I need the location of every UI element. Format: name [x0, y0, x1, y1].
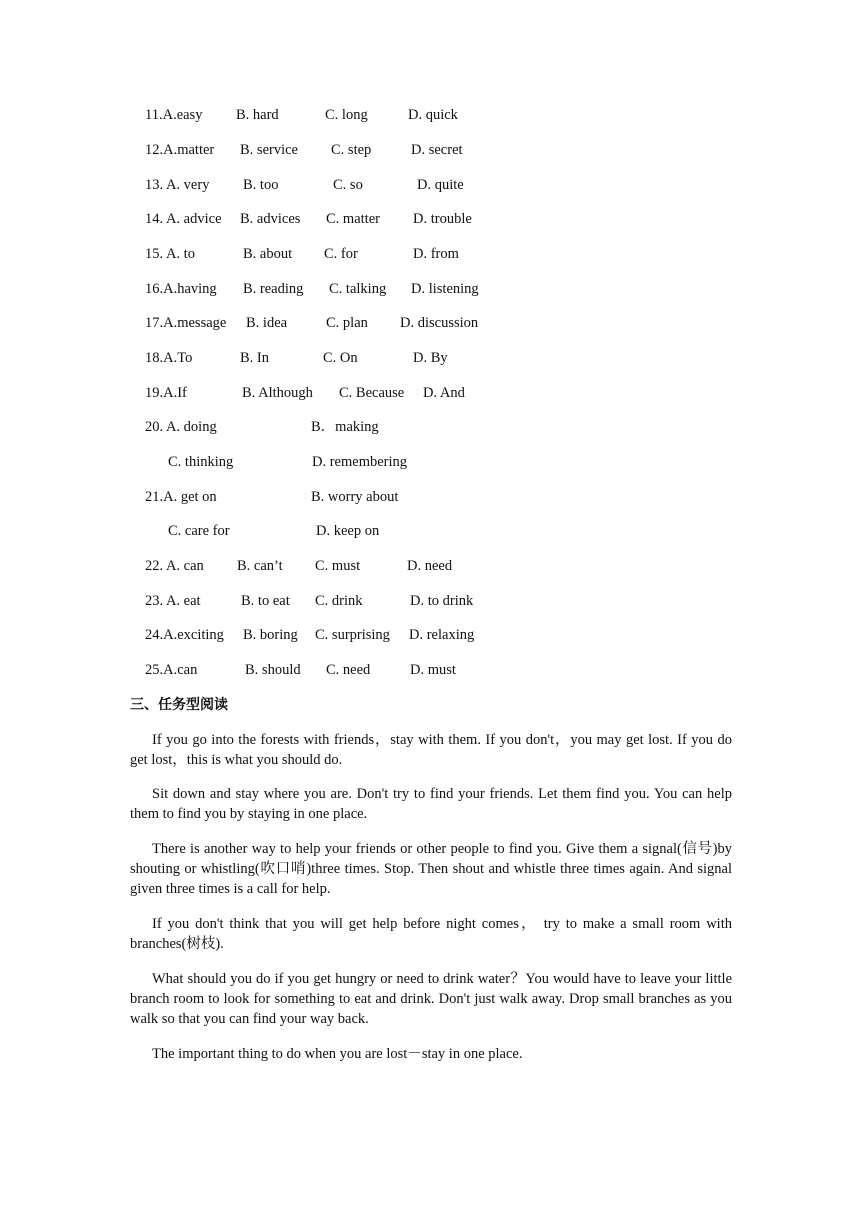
option-a-text: A.exciting: [163, 627, 224, 643]
option-a: [145, 244, 195, 264]
option-a: [145, 348, 192, 368]
option-b: B. worry about: [311, 489, 399, 505]
option-c: C. drink: [315, 593, 363, 609]
option-c: C. Because: [339, 385, 405, 401]
question-number: 12.: [145, 142, 164, 158]
option-d: D. trouble: [413, 211, 472, 227]
option-b: B. hard: [236, 107, 279, 123]
question-number: 23.: [145, 593, 166, 609]
question-number: 21.: [145, 489, 164, 505]
option-a-text: A.having: [163, 281, 217, 297]
option-c: C. long: [325, 107, 368, 123]
option-a-text: A.To: [163, 350, 193, 366]
passage-paragraph-3: There is another way to help your friends or other people to find you. Give them a signal(信号)by shouting or whistling(吹口哨)three times. Stop. Then shout and whistle three times again. And signal given three times is a call for help.: [130, 841, 732, 897]
option-b: B. too: [243, 177, 279, 193]
option-c: C. matter: [326, 211, 380, 227]
option-a-text: A. to: [165, 246, 195, 262]
option-c: C. surprising: [315, 627, 390, 643]
option-a: [145, 417, 217, 437]
question-number: 14.: [145, 211, 166, 227]
question-number: 16.: [145, 281, 164, 297]
option-d: D. need: [407, 558, 453, 574]
option-c: C. must: [315, 558, 361, 574]
option-d: D. quick: [408, 107, 458, 123]
option-a-text: A.easy: [162, 107, 203, 123]
option-a: [145, 175, 209, 195]
option-d: D. By: [413, 350, 448, 366]
passage-paragraph-1: If you go into the forests with friends，stay with them. If you don't，you may get lost. If you do get lost，this is what you should do.: [130, 732, 732, 768]
option-a-text: A. doing: [165, 419, 217, 435]
option-b: B. to eat: [241, 593, 290, 609]
option-d: D. And: [423, 385, 465, 401]
option-d: D. must: [410, 662, 456, 678]
passage-paragraph-6: The important thing to do when you are lost－stay in one place.: [152, 1046, 523, 1062]
section-title: 三、任务型阅读: [130, 697, 228, 713]
option-d: D. to drink: [410, 593, 474, 609]
option-a-text: A. advice: [165, 211, 222, 227]
option-b: B. advices: [240, 211, 301, 227]
option-a-text: A.If: [163, 385, 187, 401]
option-c: C. On: [323, 350, 358, 366]
option-b: B. Although: [242, 385, 313, 401]
option-c: C. need: [326, 662, 371, 678]
option-a: [145, 591, 201, 611]
option-b: B．making: [311, 419, 379, 435]
option-b: B. boring: [243, 627, 298, 643]
option-c: C. for: [324, 246, 358, 262]
option-a: [145, 209, 222, 229]
option-d: D. from: [413, 246, 459, 262]
option-a-text: A.message: [163, 315, 227, 331]
option-c: C. so: [333, 177, 363, 193]
option-a: [145, 487, 217, 507]
option-a-text: A. very: [165, 177, 210, 193]
question-number: 17.: [145, 315, 164, 331]
option-c: C. thinking: [168, 454, 234, 470]
option-c: C. care for: [168, 523, 230, 539]
option-a-text: A.matter: [163, 142, 215, 158]
option-d: D. listening: [411, 281, 479, 297]
option-b: B. idea: [246, 315, 288, 331]
option-c: C. step: [331, 142, 372, 158]
option-a: [145, 625, 224, 645]
option-d: D. discussion: [400, 315, 479, 331]
option-d: D. keep on: [316, 523, 380, 539]
option-b: B. service: [240, 142, 298, 158]
question-number: 24.: [145, 627, 164, 643]
question-number: 20.: [145, 419, 166, 435]
question-number: 11.: [145, 107, 163, 123]
option-a: [145, 279, 217, 299]
question-number: 22.: [145, 558, 166, 574]
option-b: B. reading: [243, 281, 304, 297]
option-a-text: A. can: [165, 558, 204, 574]
option-c: C. talking: [329, 281, 387, 297]
question-number: 15.: [145, 246, 166, 262]
option-a-text: A. get on: [163, 489, 217, 505]
question-number: 19.: [145, 385, 164, 401]
option-a: [145, 313, 226, 333]
passage-paragraph-5: What should you do if you get hungry or need to drink water？You would have to leave your little branch room to look for something to eat and drink. Don't just walk away. Drop small branches as you walk so that you can find your way back.: [130, 971, 732, 1027]
question-number: 18.: [145, 350, 164, 366]
option-a: [145, 140, 214, 160]
passage-paragraph-2: Sit down and stay where you are. Don't try to find your friends. Let them find you. You can help them to find you by staying in one place.: [130, 786, 732, 822]
option-a: [145, 660, 197, 680]
option-a-text: A. eat: [165, 593, 201, 609]
option-d: D. secret: [411, 142, 463, 158]
question-number: 25.: [145, 662, 164, 678]
option-b: B. about: [243, 246, 293, 262]
option-d: D. relaxing: [409, 627, 475, 643]
option-a-text: A.can: [163, 662, 198, 678]
option-a: [145, 105, 202, 125]
passage-paragraph-4: If you don't think that you will get help before night comes， try to make a small room with branches(树枝).: [130, 916, 732, 952]
option-c: C. plan: [326, 315, 368, 331]
option-b: B. should: [245, 662, 301, 678]
option-b: B. can’t: [237, 558, 283, 574]
option-a: [145, 556, 204, 576]
option-b: B. In: [240, 350, 269, 366]
option-a: [145, 383, 187, 403]
option-d: D. quite: [417, 177, 464, 193]
question-number: 13.: [145, 177, 166, 193]
option-d: D. remembering: [312, 454, 408, 470]
